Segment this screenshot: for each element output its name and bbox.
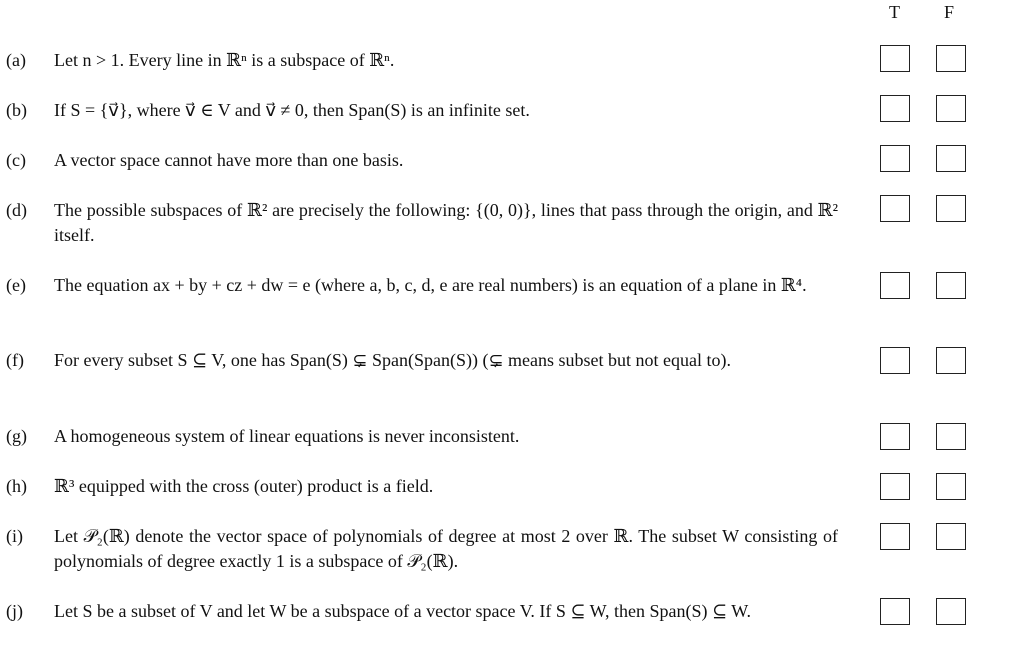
question-label: (e) (6, 275, 26, 295)
false-checkbox-g[interactable] (936, 423, 966, 450)
true-checkbox-g[interactable] (880, 423, 910, 450)
false-checkbox-h[interactable] (936, 473, 966, 500)
question-label: (f) (6, 350, 24, 370)
question-label: (d) (6, 200, 27, 220)
question-label: (a) (6, 50, 26, 70)
false-checkbox-c[interactable] (936, 145, 966, 172)
question-label: (c) (6, 150, 26, 170)
false-checkbox-a[interactable] (936, 45, 966, 72)
false-checkbox-j[interactable] (936, 598, 966, 625)
question-text: Let S be a subset of V and let W be a subspace of a vector space V. If S ⊆ W, then Span(S) ⊆ W. (54, 601, 752, 621)
false-column-header: F (944, 2, 955, 22)
question-label: (g) (6, 426, 27, 446)
true-checkbox-d[interactable] (880, 195, 910, 222)
question-label: (j) (6, 601, 23, 621)
question-text: The equation ax + by + cz + dw = e (where a, b, c, d, e are real numbers) is an equation of a plane in ℝ⁴. (54, 275, 807, 295)
false-checkbox-i[interactable] (936, 523, 966, 550)
true-checkbox-f[interactable] (880, 347, 910, 374)
true-checkbox-b[interactable] (880, 95, 910, 122)
true-checkbox-a[interactable] (880, 45, 910, 72)
true-column-header: T (889, 2, 900, 22)
false-checkbox-e[interactable] (936, 272, 966, 299)
true-checkbox-j[interactable] (880, 598, 910, 625)
question-label: (h) (6, 476, 27, 496)
question-label: (b) (6, 100, 27, 120)
true-checkbox-e[interactable] (880, 272, 910, 299)
false-checkbox-b[interactable] (936, 95, 966, 122)
false-checkbox-d[interactable] (936, 195, 966, 222)
question-text: The possible subspaces of ℝ² are precisely the following: {(0, 0)}, lines that pass through the origin, and ℝ² itself. (54, 200, 838, 245)
true-checkbox-h[interactable] (880, 473, 910, 500)
question-text: Let 𝒫₂(ℝ) denote the vector space of polynomials of degree at most 2 over ℝ. The subset W consisting of polynomials of degree exactly 1 is a subspace of 𝒫₂(ℝ). (54, 526, 838, 571)
question-text: A vector space cannot have more than one basis. (54, 150, 404, 170)
question-text: ℝ³ equipped with the cross (outer) product is a field. (54, 476, 434, 496)
true-checkbox-i[interactable] (880, 523, 910, 550)
false-checkbox-f[interactable] (936, 347, 966, 374)
question-text: If S = {v⃗}, where v⃗ ∈ V and v⃗ ≠ 0, then Span(S) is an infinite set. (54, 100, 530, 120)
question-label: (i) (6, 526, 23, 546)
question-text: A homogeneous system of linear equations is never inconsistent. (54, 426, 520, 446)
true-checkbox-c[interactable] (880, 145, 910, 172)
question-text: Let n > 1. Every line in ℝⁿ is a subspace of ℝⁿ. (54, 50, 395, 70)
question-text: For every subset S ⊆ V, one has Span(S) ⊊ Span(Span(S)) (⊊ means subset but not equal to). (54, 350, 732, 370)
